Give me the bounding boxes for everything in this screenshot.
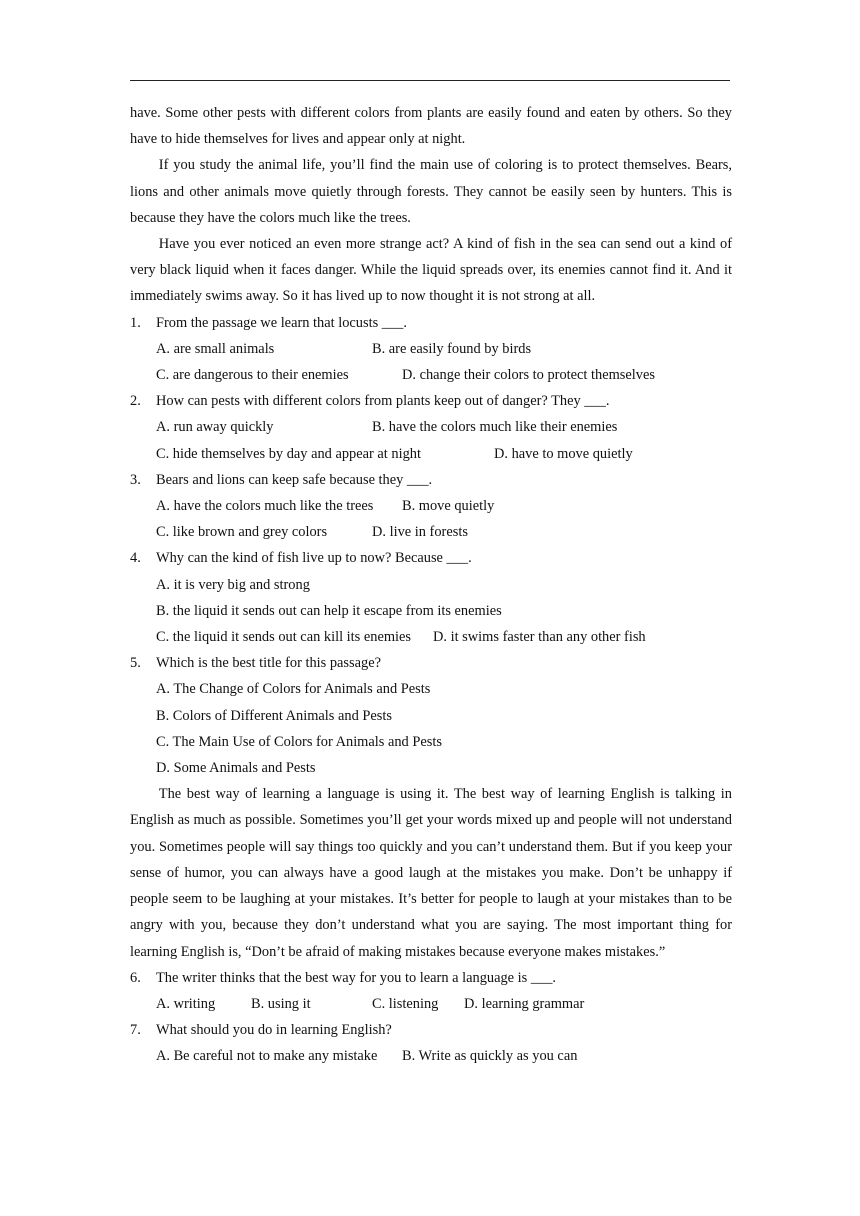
- page-content: [130, 100, 732, 1070]
- question-number: 6.: [130, 969, 141, 986]
- option-c: C. the liquid it sends out can kill its enemies: [156, 629, 412, 646]
- question-1-options: [130, 336, 732, 388]
- question-stem: What should you do in learning English?: [156, 1022, 392, 1039]
- option-b: B. have the colors much like their enemies: [372, 419, 618, 436]
- option-b: B. are easily found by birds: [372, 340, 532, 357]
- question-stem: Bears and lions can keep safe because they ___.: [156, 471, 433, 488]
- option-a: A. The Change of Colors for Animals and Pests: [156, 681, 431, 698]
- option-a: A. have the colors much like the trees: [156, 498, 374, 515]
- option-c: C. The Main Use of Colors for Animals and Pests: [156, 733, 442, 750]
- header-rule: [130, 80, 730, 81]
- option-a: A. it is very big and strong: [156, 576, 310, 593]
- option-a: A. Be careful not to make any mistake: [156, 1048, 378, 1065]
- question-2-options: [130, 414, 732, 466]
- option-b: B. Colors of Different Animals and Pests: [156, 707, 392, 724]
- option-c: C. are dangerous to their enemies: [156, 367, 349, 384]
- option-d: D. learning grammar: [464, 995, 585, 1012]
- question-5: [130, 650, 732, 676]
- question-stem: Which is the best title for this passage?: [156, 655, 381, 672]
- option-c: C. like brown and grey colors: [156, 524, 328, 541]
- option-b: B. move quietly: [402, 498, 495, 515]
- question-number: 3.: [130, 471, 141, 488]
- option-b: B. Write as quickly as you can: [402, 1048, 578, 1065]
- question-stem: From the passage we learn that locusts ___.: [156, 314, 407, 331]
- option-a: A. writing: [156, 995, 216, 1012]
- question-number: 1.: [130, 314, 141, 331]
- question-number: 4.: [130, 550, 141, 567]
- question-4-options: [130, 572, 732, 651]
- question-4: [130, 545, 732, 571]
- question-number: 7.: [130, 1022, 141, 1039]
- question-7: [130, 1017, 732, 1043]
- passage1-paragraph-2: If you study the animal life, you’ll find the main use of coloring is to protect themselves. Bears, lions and other animals move quietly through forests. They cannot be easily seen by hunters. This is because they have the colors much like the trees.: [130, 157, 732, 226]
- option-b: B. the liquid it sends out can help it escape from its enemies: [156, 602, 502, 619]
- option-b: B. using it: [251, 995, 311, 1012]
- question-7-options: [130, 1043, 732, 1069]
- option-d: D. change their colors to protect themselves: [402, 367, 655, 384]
- option-d: D. it swims faster than any other fish: [433, 629, 646, 646]
- option-a: A. are small animals: [156, 340, 275, 357]
- question-3: [130, 467, 732, 493]
- passage1-paragraph-3: Have you ever noticed an even more strange act? A kind of fish in the sea can send out a kind of very black liquid when it faces danger. While the liquid spreads over, its enemies cannot find it. And it immediately swims away. So it has lived up to now thought it is not strong at all.: [130, 236, 732, 305]
- passage1-paragraph-1: have. Some other pests with different colors from plants are easily found and eaten by others. So they have to hide themselves for lives and appear only at night.: [130, 105, 732, 148]
- question-1: [130, 310, 732, 336]
- option-c: C. listening: [372, 995, 439, 1012]
- question-5-options: [130, 676, 732, 781]
- question-2: [130, 388, 732, 414]
- question-number: 5.: [130, 655, 141, 672]
- option-d: D. live in forests: [372, 524, 468, 541]
- option-d: D. have to move quietly: [494, 445, 633, 462]
- passage2-paragraph-1: The best way of learning a language is using it. The best way of learning English is talking in English as much as possible. Sometimes you’ll get your words mixed up and people will not understand you. Sometimes people will say things too quickly and you can’t understand them. But if you keep your sense of humor, you can always have a good laugh at the mistakes you make. Don’t be unhappy if people seem to be laughing at your mistakes. It’s better for people to laugh at your mistakes than to be angry with you, because they don’t understand what you are saying. The most important thing for learning English is, “Don’t be afraid of making mistakes because everyone makes mistakes.”: [130, 786, 732, 960]
- option-d: D. Some Animals and Pests: [156, 760, 316, 777]
- question-6: [130, 965, 732, 991]
- option-c: C. hide themselves by day and appear at night: [156, 445, 421, 462]
- question-stem: Why can the kind of fish live up to now? Because ___.: [156, 550, 472, 567]
- option-a: A. run away quickly: [156, 419, 274, 436]
- question-6-options: [130, 991, 732, 1017]
- question-number: 2.: [130, 393, 141, 410]
- question-stem: The writer thinks that the best way for you to learn a language is ___.: [156, 969, 557, 986]
- question-3-options: [130, 493, 732, 545]
- question-stem: How can pests with different colors from plants keep out of danger? They ___.: [156, 393, 610, 410]
